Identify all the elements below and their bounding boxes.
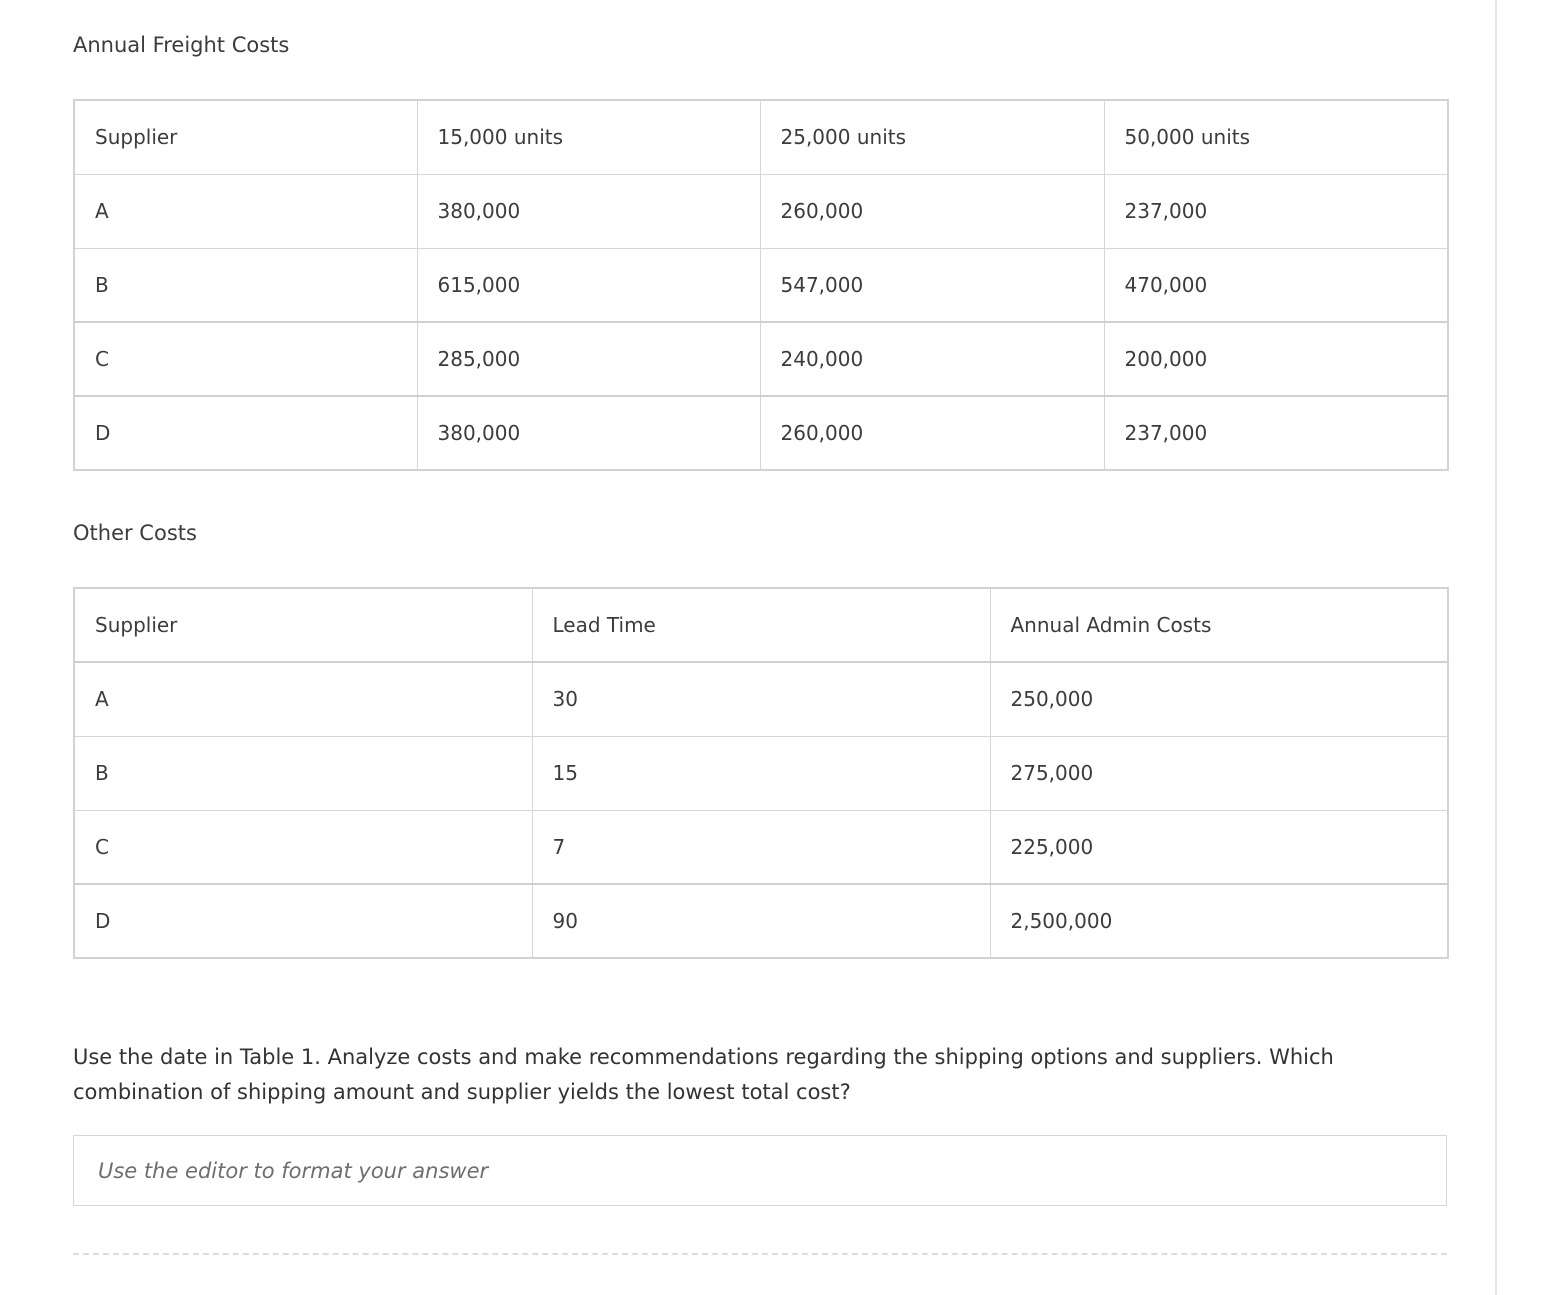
header-cell: Lead Time: [532, 588, 990, 662]
table-row: [74, 174, 1448, 248]
table-row: [74, 662, 1448, 736]
table-row: [74, 884, 1448, 958]
table-cell: 240,000: [760, 322, 1104, 396]
table-cell: 2,500,000: [990, 884, 1448, 958]
table-cell: D: [74, 884, 532, 958]
table-cell: D: [74, 396, 417, 470]
table-cell: C: [74, 322, 417, 396]
table-row: [74, 396, 1448, 470]
table-row: [74, 248, 1448, 322]
header-cell: Annual Admin Costs: [990, 588, 1448, 662]
table-cell: 260,000: [760, 396, 1104, 470]
freight-costs-title: Annual Freight Costs: [73, 33, 290, 57]
header-cell: 25,000 units: [760, 100, 1104, 174]
table-cell: 200,000: [1104, 322, 1448, 396]
dashed-divider: [73, 1253, 1447, 1255]
other-costs-table: [73, 587, 1449, 959]
table-cell: 380,000: [417, 396, 760, 470]
table-cell: 275,000: [990, 736, 1448, 810]
answer-editor[interactable]: [73, 1135, 1447, 1206]
table-cell: 380,000: [417, 174, 760, 248]
table-cell: 615,000: [417, 248, 760, 322]
table-cell: 30: [532, 662, 990, 736]
table-cell: C: [74, 810, 532, 884]
table-cell: 470,000: [1104, 248, 1448, 322]
table-cell: 260,000: [760, 174, 1104, 248]
header-cell: 50,000 units: [1104, 100, 1448, 174]
table-cell: 15: [532, 736, 990, 810]
table-cell: B: [74, 736, 532, 810]
table-row: [74, 322, 1448, 396]
header-cell: 15,000 units: [417, 100, 760, 174]
question-text: Use the date in Table 1. Analyze costs and make recommendations regarding the shipping options and suppliers. Which combination of shipping amount and supplier yields the lowest total cost?: [73, 1045, 1334, 1104]
table-cell: 547,000: [760, 248, 1104, 322]
table-cell: 237,000: [1104, 174, 1448, 248]
table-cell: 7: [532, 810, 990, 884]
table-cell: B: [74, 248, 417, 322]
table-row: [74, 810, 1448, 884]
table-cell: A: [74, 662, 532, 736]
table-cell: 225,000: [990, 810, 1448, 884]
header-cell: Supplier: [74, 588, 532, 662]
table-cell: 250,000: [990, 662, 1448, 736]
other-costs-title: Other Costs: [73, 521, 197, 545]
table-header-row: [74, 588, 1448, 662]
table-cell: A: [74, 174, 417, 248]
table-cell: 285,000: [417, 322, 760, 396]
page-divider: [1495, 0, 1497, 1295]
table-header-row: [74, 100, 1448, 174]
header-cell: Supplier: [74, 100, 417, 174]
table-cell: 90: [532, 884, 990, 958]
table-row: [74, 736, 1448, 810]
table-cell: 237,000: [1104, 396, 1448, 470]
freight-costs-table: [73, 99, 1449, 471]
